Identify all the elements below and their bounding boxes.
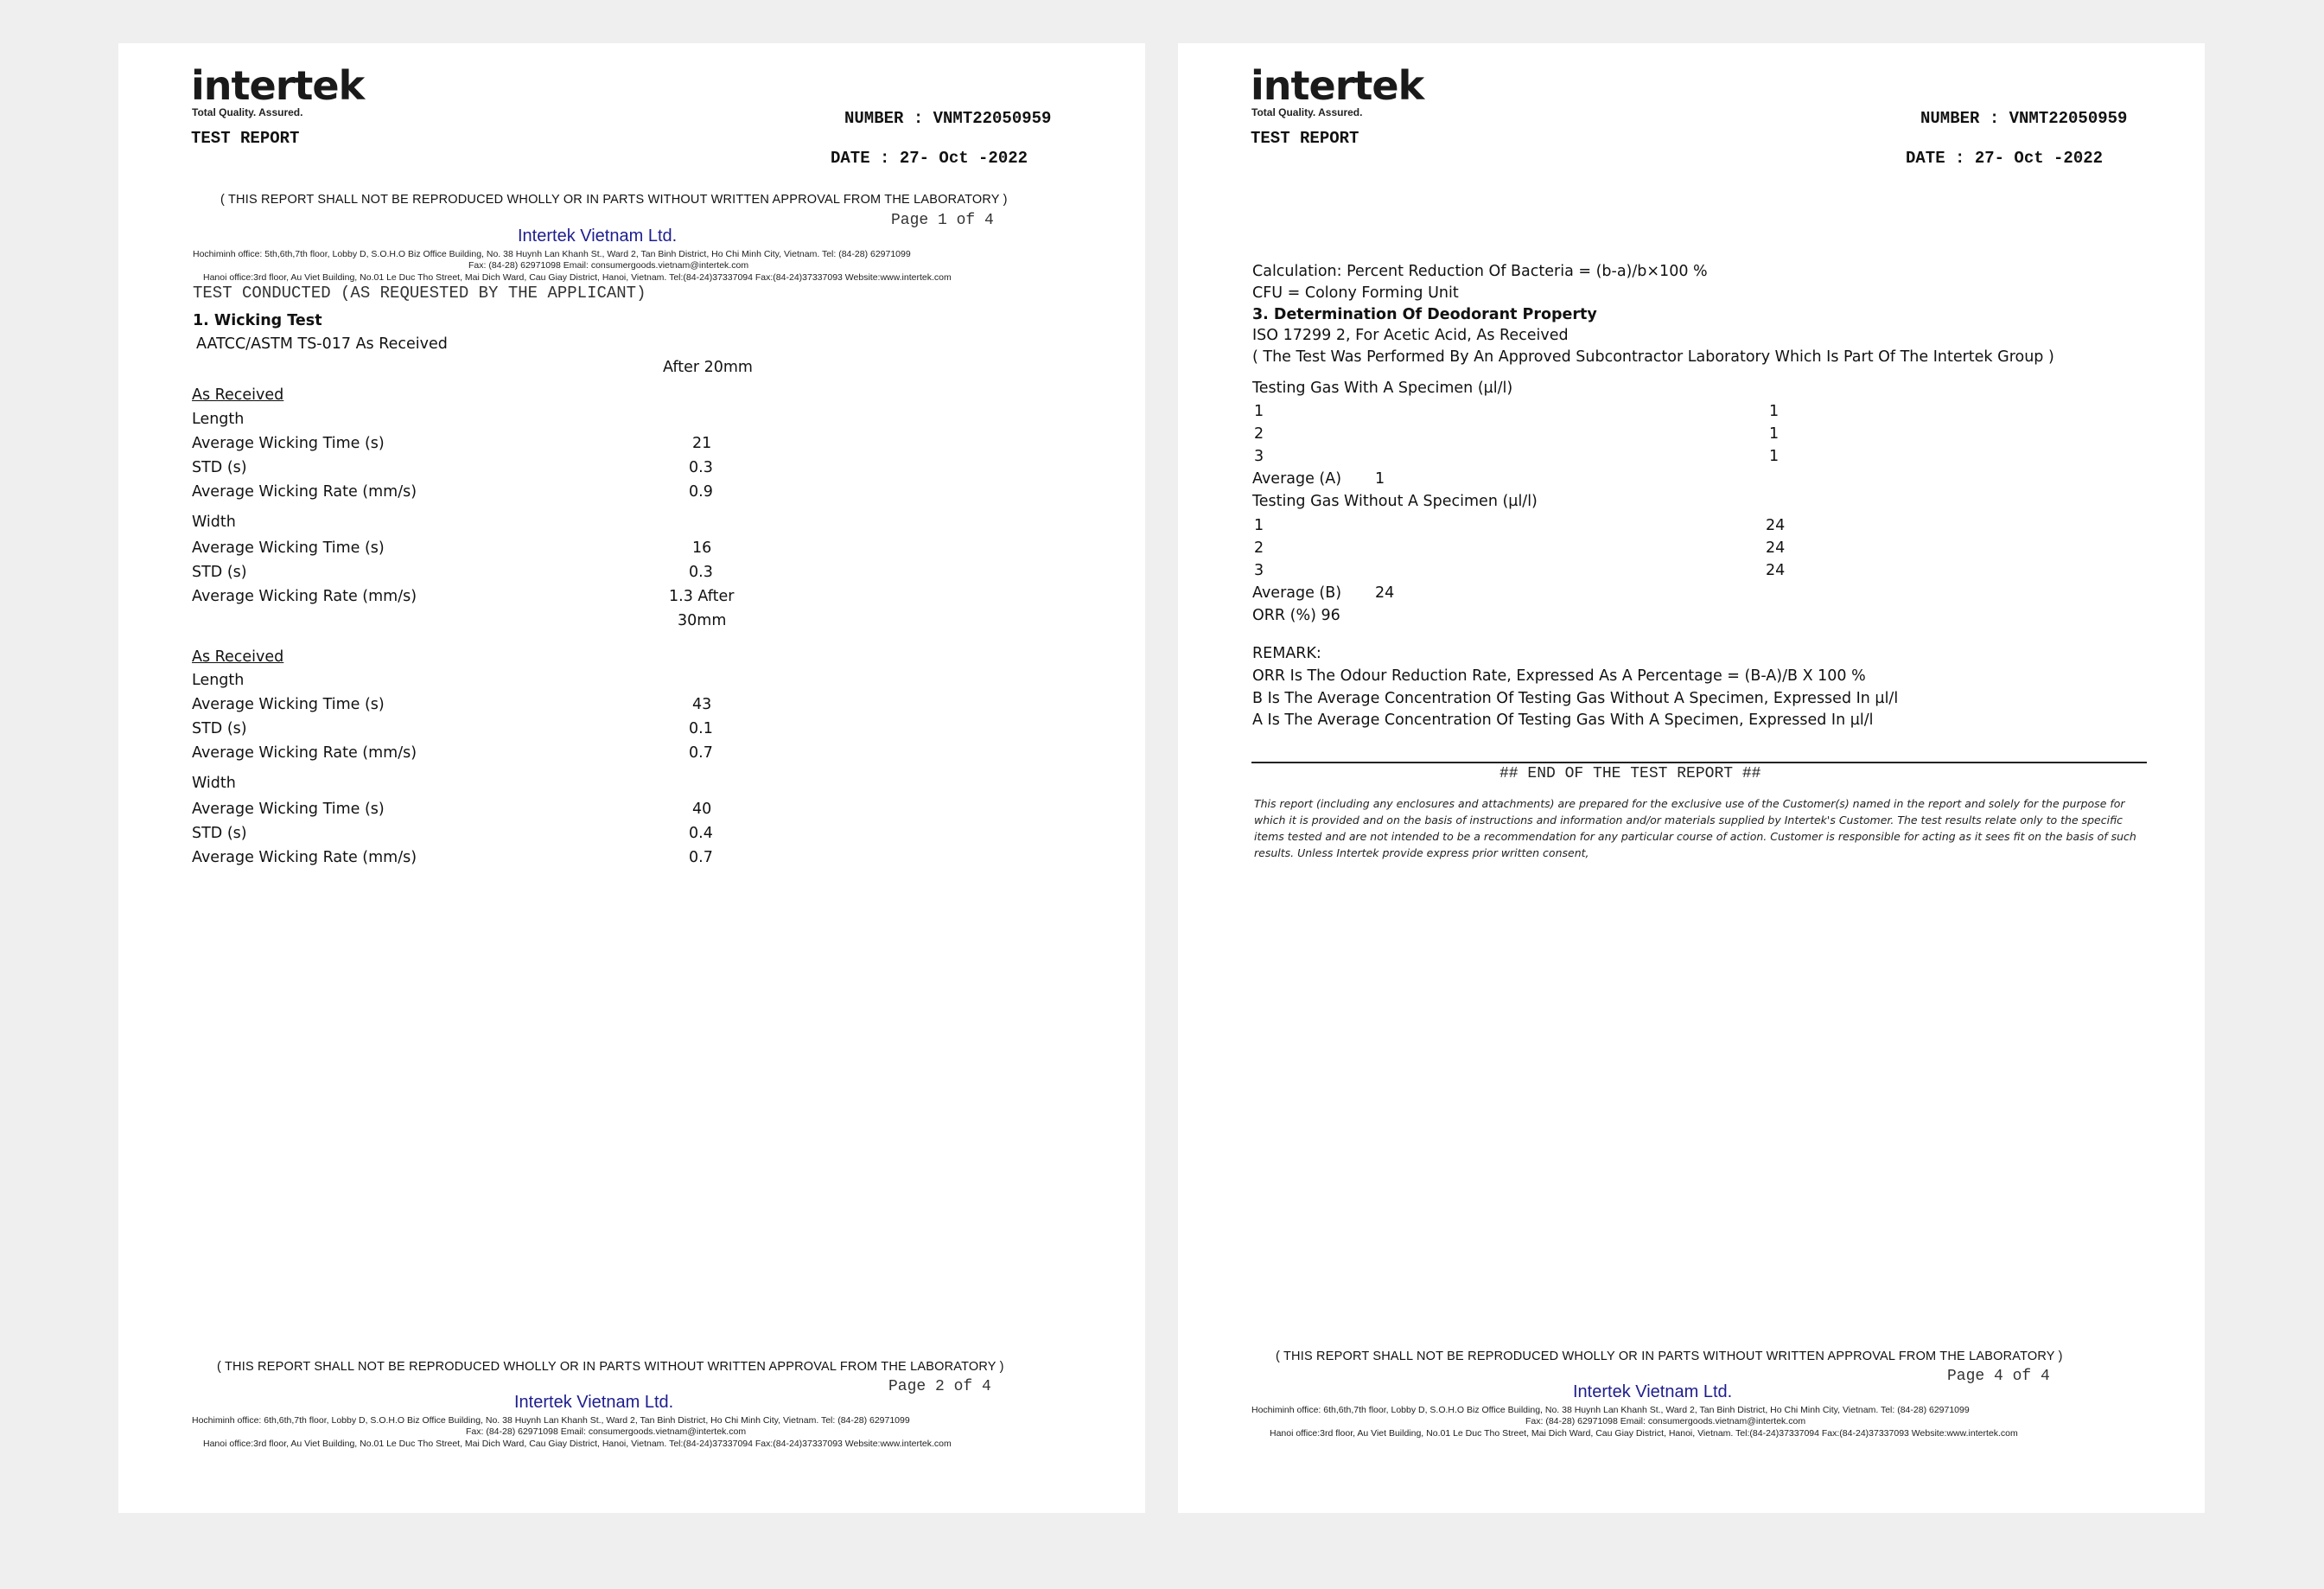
logo-tagline: Total Quality. Assured. [1251,106,1363,118]
remark-line: A Is The Average Concentration Of Testing Gas With A Specimen, Expressed In µl/l [1252,712,1874,729]
page-number: Page 1 of 4 [891,212,994,229]
sample-value: 24 [1766,562,1786,579]
direction-label: Length [192,672,245,689]
hanoi-address: Hanoi office:3rd floor, Au Viet Building, No.01 Le Duc Tho Street, Mai Dich Ward, Cau Giay District, Hanoi, Vietnam. Tel:(84-24)37337094 Fax:(84-24)37337093 Website:www.intertek.com [203,1439,952,1449]
reproduction-notice: ( THIS REPORT SHALL NOT BE REPRODUCED WHOLLY OR IN PARTS WITHOUT WRITTEN APPROVAL FROM THE LABORATORY ) [1276,1350,2063,1363]
remark-line: ORR Is The Odour Reduction Rate, Expressed As A Percentage = (B-A)/B X 100 % [1252,667,1866,685]
sample-value: 1 [1769,425,1780,443]
hcm-address: Hochiminh office: 6th,6th,7th floor, Lobby D, S.O.H.O Biz Office Building, No. 38 Huynh Lan Khanh St., Ward 2, Tan Binh District, Ho Chi Minh City, Vietnam. Tel: (84-28) 62971099 [192,1415,910,1426]
fax-email: Fax: (84-28) 62971098 Email: consumergoods.vietnam@intertek.com [1525,1416,1806,1426]
hanoi-address: Hanoi office:3rd floor, Au Viet Building, No.01 Le Duc Tho Street, Mai Dich Ward, Cau Giay District, Hanoi, Vietnam. Tel:(84-24)37337094 Fax:(84-24)37337093 Website:www.intertek.com [203,272,952,283]
end-of-report: ## END OF THE TEST REPORT ## [1499,765,1761,782]
remark-heading: REMARK: [1252,645,1321,662]
sample-value: 1 [1769,448,1780,465]
direction-label: Length [192,411,245,428]
orr-result: ORR (%) 96 [1252,607,1340,624]
report-date: DATE : 27- Oct -2022 [831,149,1028,168]
metric-label: Average Wicking Time (s) [192,539,385,557]
metric-label: Average Wicking Rate (mm/s) [192,588,417,605]
metric-value: 0.3 [689,564,713,581]
report-label: TEST REPORT [191,129,300,148]
subcontractor-note: ( The Test Was Performed By An Approved Subcontractor Laboratory Which Is Part Of The Intertek Group ) [1252,348,2054,366]
metric-value: 0.7 [689,849,713,866]
hcm-address: Hochiminh office: 5th,6th,7th floor, Lobby D, S.O.H.O Biz Office Building, No. 38 Huynh Lan Khanh St., Ward 2, Tan Binh District, Ho Chi Minh City, Vietnam. Tel: (84-28) 62971099 [193,249,911,259]
column-header: 30mm [678,612,727,629]
company-name: Intertek Vietnam Ltd. [518,227,678,246]
metric-value: 43 [692,696,712,713]
intertek-logo: intertek [1251,62,1424,109]
report-page-4 [1178,43,2205,1513]
company-name: Intertek Vietnam Ltd. [514,1393,674,1412]
fax-email: Fax: (84-28) 62971098 Email: consumergoods.vietnam@intertek.com [466,1426,747,1437]
sample-index: 3 [1254,562,1264,579]
metric-label: STD (s) [192,825,247,842]
divider-line [1251,762,2147,763]
section-title: 3. Determination Of Deodorant Property [1252,306,1597,323]
column-header: After 20mm [663,359,753,376]
metric-value: 0.3 [689,459,713,476]
page-number: Page 4 of 4 [1947,1368,2050,1385]
sample-index: 1 [1254,517,1264,534]
report-page-1 [118,43,1145,1513]
average-a-label: Average (A) [1252,470,1342,488]
metric-label: STD (s) [192,564,247,581]
metric-label: Average Wicking Rate (mm/s) [192,744,417,762]
calculation-formula: Calculation: Percent Reduction Of Bacteria = (b-a)/b×100 % [1252,263,1708,280]
metric-value: 0.4 [689,825,713,842]
metric-label: STD (s) [192,459,247,476]
test-method: ISO 17299 2, For Acetic Acid, As Received [1252,327,1569,344]
section-title: 1. Wicking Test [193,312,322,329]
disclaimer-text: This report (including any enclosures and attachments) are prepared for the exclusive use of the Customer(s) named in the report and solely for the purpose for which it is provided and on the basis of instructions and information and/or materials supplied by Intertek's Customer. The test results relate only to the specific items tested and are not intended to be a recommendation for any particular course of action. Customer is responsible for acting as it sees fit on the basis of such results. Unless Intertek provide express prior written consent, [1254,797,2136,859]
hanoi-address: Hanoi office:3rd floor, Au Viet Building, No.01 Le Duc Tho Street, Mai Dich Ward, Cau Giay District, Hanoi, Vietnam. Tel:(84-24)37337094 Fax:(84-24)37337093 Website:www.intertek.com [1270,1428,2018,1439]
report-label: TEST REPORT [1251,129,1359,148]
metric-value: 16 [692,539,712,557]
page-number: Page 2 of 4 [888,1378,991,1395]
condition-label: As Received [192,648,284,666]
test-method: AATCC/ASTM TS-017 As Received [196,335,448,353]
metric-value: 1.3 After [669,588,735,605]
metric-label: Average Wicking Rate (mm/s) [192,849,417,866]
intertek-logo: intertek [191,62,365,109]
company-name: Intertek Vietnam Ltd. [1573,1382,1733,1401]
metric-label: Average Wicking Time (s) [192,801,385,818]
direction-label: Width [192,775,236,792]
hcm-address: Hochiminh office: 6th,6th,7th floor, Lobby D, S.O.H.O Biz Office Building, No. 38 Huynh Lan Khanh St., Ward 2, Tan Binh District, Ho Chi Minh City, Vietnam. Tel: (84-28) 62971099 [1251,1405,1970,1415]
cfu-definition: CFU = Colony Forming Unit [1252,284,1459,302]
metric-label: Average Wicking Time (s) [192,435,385,452]
sample-value: 24 [1766,539,1786,557]
reproduction-notice: ( THIS REPORT SHALL NOT BE REPRODUCED WHOLLY OR IN PARTS WITHOUT WRITTEN APPROVAL FROM THE LABORATORY ) [220,193,1008,207]
sample-value: 1 [1769,403,1780,420]
average-b-value: 24 [1375,584,1395,602]
fax-email: Fax: (84-28) 62971098 Email: consumergoods.vietnam@intertek.com [468,260,749,271]
reproduction-notice: ( THIS REPORT SHALL NOT BE REPRODUCED WHOLLY OR IN PARTS WITHOUT WRITTEN APPROVAL FROM THE LABORATORY ) [217,1360,1004,1374]
without-specimen-label: Testing Gas Without A Specimen (µl/l) [1252,493,1538,510]
sample-index: 3 [1254,448,1264,465]
average-a-value: 1 [1375,470,1385,488]
remark-line: B Is The Average Concentration Of Testing Gas Without A Specimen, Expressed In µl/l [1252,690,1899,707]
metric-label: Average Wicking Time (s) [192,696,385,713]
metric-value: 0.7 [689,744,713,762]
average-b-label: Average (B) [1252,584,1342,602]
report-date: DATE : 27- Oct -2022 [1906,149,2104,168]
direction-label: Width [192,514,236,531]
sample-index: 2 [1254,425,1264,443]
metric-value: 21 [692,435,712,452]
sample-value: 24 [1766,517,1786,534]
sample-index: 1 [1254,403,1264,420]
with-specimen-label: Testing Gas With A Specimen (µl/l) [1252,380,1513,397]
condition-label: As Received [192,386,284,404]
metric-label: STD (s) [192,720,247,737]
metric-value: 0.9 [689,483,713,501]
sample-index: 2 [1254,539,1264,557]
metric-value: 40 [692,801,712,818]
report-number: NUMBER : VNMT22050959 [844,109,1052,128]
report-number: NUMBER : VNMT22050959 [1920,109,2128,128]
metric-label: Average Wicking Rate (mm/s) [192,483,417,501]
logo-tagline: Total Quality. Assured. [192,106,303,118]
test-conducted-heading: TEST CONDUCTED (AS REQUESTED BY THE APPLICANT) [193,284,646,303]
metric-value: 0.1 [689,720,713,737]
